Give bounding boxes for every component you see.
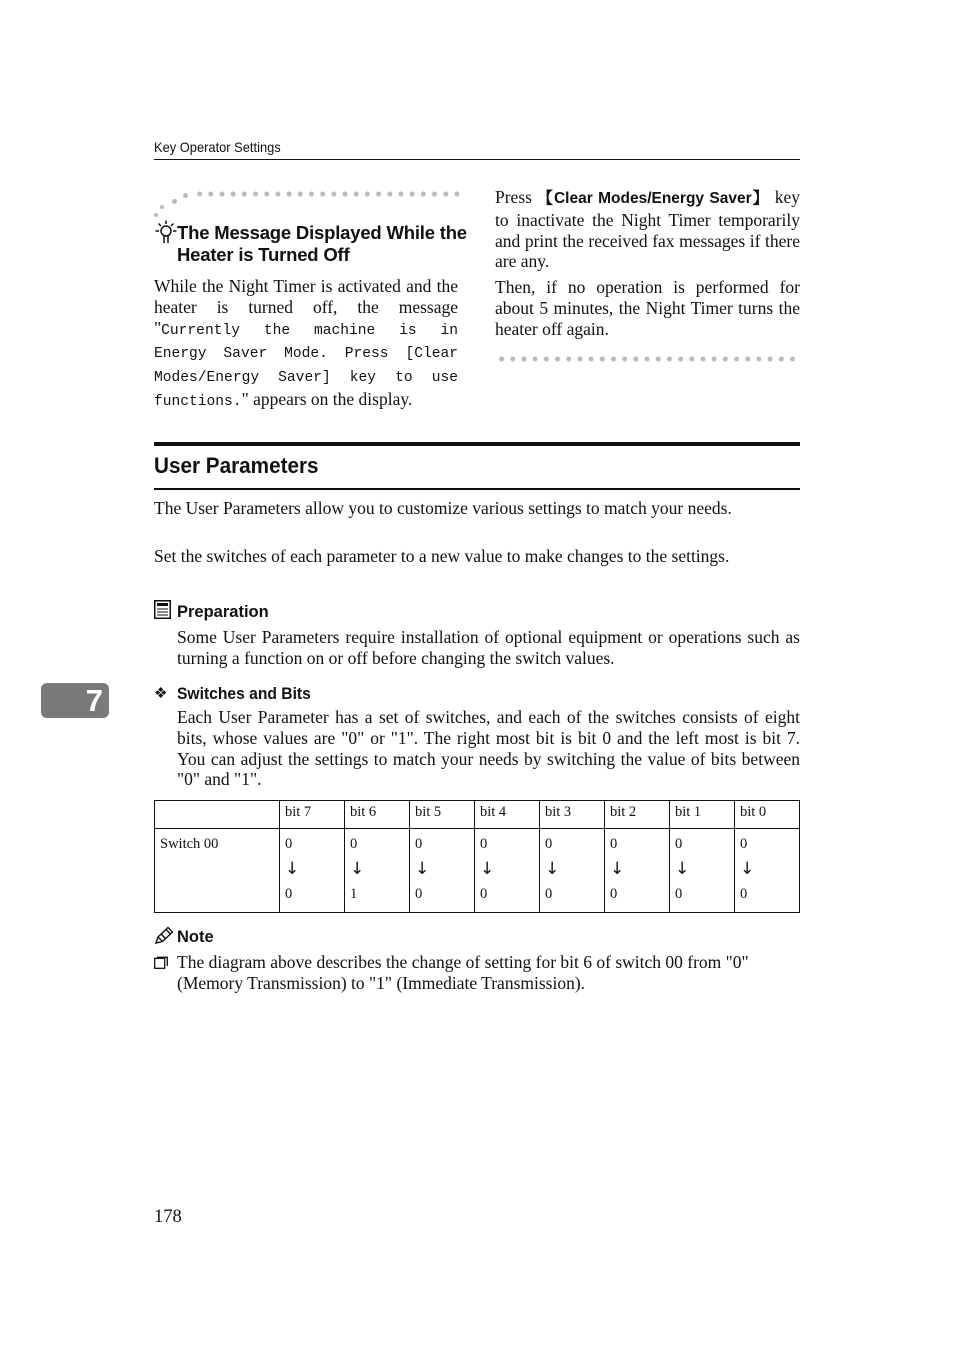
down-arrow-icon: ↓ (545, 859, 560, 879)
down-arrow-icon: ↓ (675, 859, 690, 879)
lightbulb-hint-icon (154, 219, 178, 245)
clear-modes-energy-saver-key: 【Clear Modes/Energy Saver】 (537, 190, 770, 207)
hint-bottom-border (496, 356, 800, 362)
display-message: Currently the machine is in Energy Saver Mode. Press [Clear Modes/Energy Saver] key to use functions. (154, 322, 458, 410)
hint-press-key-text: Press 【Clear Modes/Energy Saver】 key to inactivate the Night Timer temporarily and print the received fax messages if there are any. (495, 187, 800, 272)
hint-body: While the Night Timer is activated and the heater is turned off, the message "Currently the machine is in Energy Saver Mode. Press [Clear Modes/Energy Saver] key to use functions." appears on the display. (154, 276, 458, 410)
table-header-cell: bit 5 (410, 801, 475, 829)
hint-top-border (194, 191, 460, 197)
down-arrow-icon: ↓ (350, 859, 365, 879)
table-header-cell: bit 2 (605, 801, 670, 829)
table-header-cell (155, 801, 280, 829)
switches-body: Each User Parameter has a set of switches, and each of the switches consists of eight bits, whose values are "0" or "1". The right most bit is bit 0 and the left most is bit 7. You can adjust the settings to match your needs by switching the value of bits between "0" and "1". (177, 707, 800, 790)
switch-bits-table (154, 800, 800, 913)
down-arrow-icon: ↓ (480, 859, 495, 879)
note-body: The diagram above describes the change of setting for bit 6 of switch 00 from "0" (Memory Transmission) to "1" (Immediate Transmission). (177, 952, 749, 993)
running-header: Key Operator Settings (154, 139, 281, 155)
table-row (155, 829, 800, 913)
bit-cell: 0 ↓ 0 (735, 829, 800, 913)
table-header-cell: bit 1 (670, 801, 735, 829)
bit-cell: 0 ↓ 1 (345, 829, 410, 913)
bit-cell: 0 ↓ 0 (540, 829, 605, 913)
intro-paragraph-1: The User Parameters allow you to customize various settings to match your needs. (154, 498, 732, 518)
switch-label: Switch 00 (155, 829, 280, 913)
header-rule (154, 159, 800, 160)
table-header-cell: bit 4 (475, 801, 540, 829)
hint-title: The Message Displayed While the Heater is Turned Off (177, 222, 467, 265)
preparation-title: Preparation (177, 603, 269, 621)
bit-cell: 0 ↓ 0 (605, 829, 670, 913)
down-arrow-icon: ↓ (610, 859, 625, 879)
pencil-note-icon (154, 926, 174, 945)
checkbox-bullet-icon (154, 955, 168, 969)
section-rule-bottom (154, 488, 800, 490)
diamond-bullet-icon: ❖ (154, 686, 168, 702)
intro-paragraph-2: Set the switches of each parameter to a new value to make changes to the settings. (154, 546, 730, 566)
table-header-cell: bit 0 (735, 801, 800, 829)
chapter-number: 7 (85, 683, 103, 718)
table-header-cell: bit 3 (540, 801, 605, 829)
preparation-icon (154, 600, 171, 619)
bit-cell: 0 ↓ 0 (670, 829, 735, 913)
section-rule-top (154, 442, 800, 446)
hint-then-text: Then, if no operation is performed for about 5 minutes, the Night Timer turns the heater off again. (495, 277, 800, 339)
bit-cell: 0 ↓ 0 (410, 829, 475, 913)
switches-title: Switches and Bits (177, 684, 311, 703)
table-header-cell: bit 6 (345, 801, 410, 829)
section-title: User Parameters (154, 453, 319, 478)
down-arrow-icon: ↓ (415, 859, 430, 879)
preparation-body: Some User Parameters require installation of optional equipment or operations such as turning a function on or off before changing the switch values. (177, 627, 800, 668)
down-arrow-icon: ↓ (285, 859, 300, 879)
page-number: 178 (154, 1207, 182, 1227)
bit-cell: 0 ↓ 0 (280, 829, 345, 913)
bit-cell: 0 ↓ 0 (475, 829, 540, 913)
down-arrow-icon: ↓ (740, 859, 755, 879)
note-title: Note (177, 928, 214, 946)
table-header-cell: bit 7 (280, 801, 345, 829)
table-header-row (155, 801, 800, 829)
